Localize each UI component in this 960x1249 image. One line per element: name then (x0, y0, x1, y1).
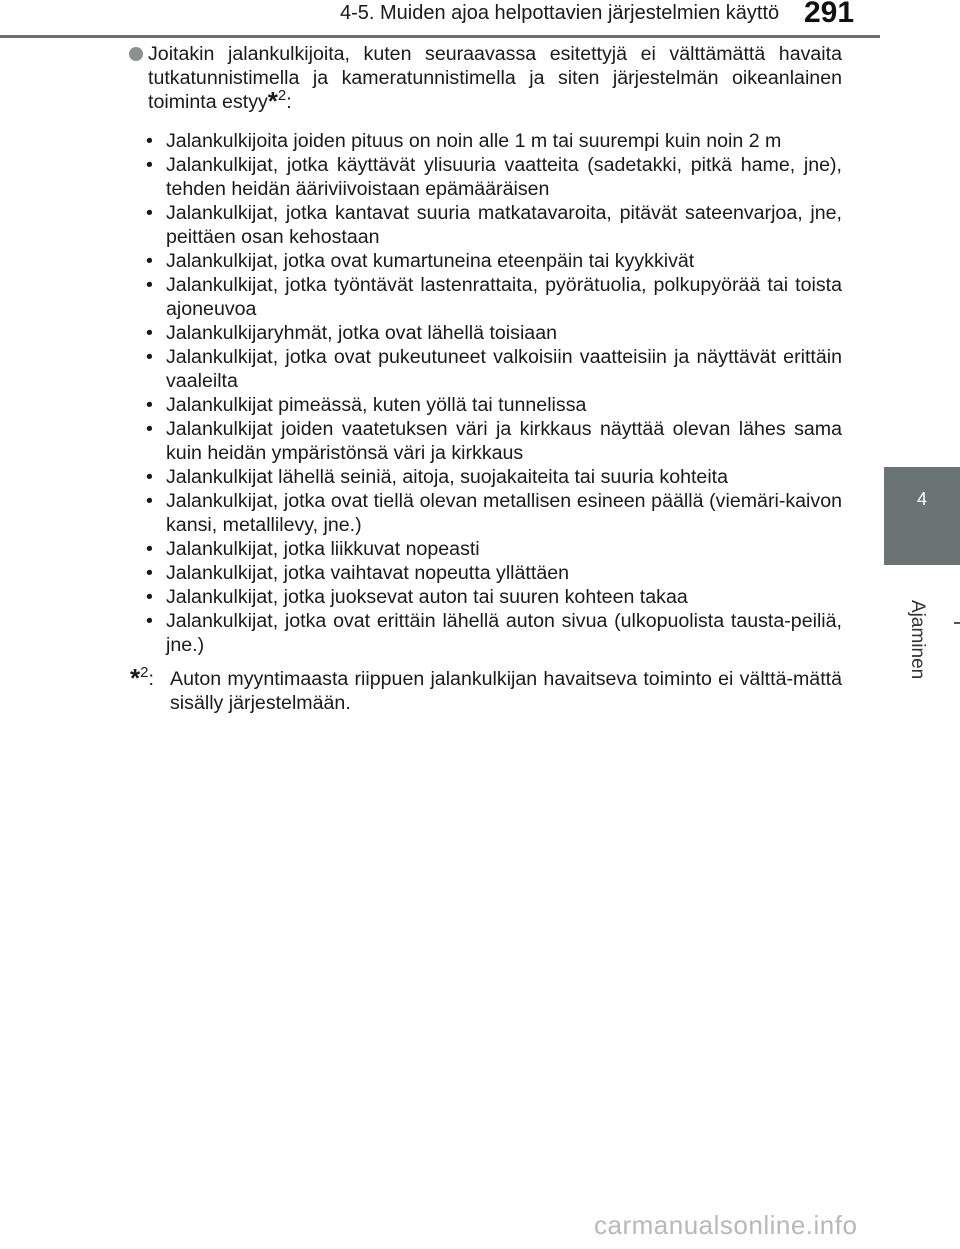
list-item: • Jalankulkijat, jotka ovat kumartuneina eteenpäin tai kyykkivät (130, 249, 842, 273)
header-divider (0, 35, 880, 38)
footnote-ref: 2 (277, 87, 287, 104)
main-content (130, 42, 842, 715)
list-item: • Jalankulkijoita joiden pituus on noin alle 1 m tai suurempi kuin noin 2 m (130, 129, 842, 153)
list-item: • Jalankulkijat, jotka vaihtavat nopeutta yllättäen (130, 561, 842, 585)
list-item: • Jalankulkijat, jotka kantavat suuria matkatavaroita, pitävät sateenvarjoa, jne, peittäen osan kehostaan (130, 201, 842, 249)
list-item: • Jalankulkijat joiden vaatetuksen väri ja kirkkaus näyttää olevan lähes sama kuin heidän ympäristönsä väri ja kirkkaus (130, 417, 842, 465)
side-tick-mark (954, 622, 960, 624)
list-item: • Jalankulkijat, jotka työntävät lastenrattaita, pyörätuolia, polkupyörää tai toista ajoneuvoa (130, 273, 842, 321)
chapter-label: Ajaminen (907, 600, 928, 680)
page-header-title: 4-5. Muiden ajoa helpottavien järjestelmien käyttö (340, 2, 780, 24)
list-item: • Jalankulkijat, jotka liikkuvat nopeasti (130, 537, 842, 561)
circle-bullet-icon (129, 47, 143, 61)
list-item: • Jalankulkijat pimeässä, kuten yöllä tai tunnelissa (130, 393, 842, 417)
lead-text: Joitakin jalankulkijoita, kuten seuraavassa esitettyjä ei välttämättä havaita tutkatunnistimella ja kameratunnistimella ja siten järjestelmän oikeanlainen toiminta estyy (148, 43, 842, 113)
list-item: • Jalankulkijat, jotka käyttävät ylisuuria vaatteita (sadetakki, pitkä hame, jne), tehden heidän ääriviivoistaan epämääräisen (130, 153, 842, 201)
asterisk-marker: * (267, 86, 278, 116)
list-item: • Jalankulkijat, jotka juoksevat auton tai suuren kohteen takaa (130, 585, 842, 609)
footnote-text: Auton myyntimaasta riippuen jalankulkijan havaitseva toiminto ei välttä-mättä sisälly järjestelmään. (170, 668, 842, 714)
lead-paragraph (130, 42, 842, 116)
chapter-tab-number: 4 (916, 489, 927, 509)
pedestrian-list (130, 129, 842, 657)
list-item: • Jalankulkijat lähellä seiniä, aitoja, suojakaiteita tai suuria kohteita (130, 465, 842, 489)
footnote-marker (130, 663, 154, 693)
footnote-asterisk: * (130, 663, 141, 693)
footnote (130, 663, 842, 715)
list-item: • Jalankulkijat, jotka ovat pukeutuneet valkoisiin vaatteisiin ja näyttävät erittäin vaaleilta (130, 345, 842, 393)
list-item: • Jalankulkijaryhmät, jotka ovat lähellä toisiaan (130, 321, 842, 345)
chapter-tab (884, 467, 960, 565)
list-item: • Jalankulkijat, jotka ovat erittäin lähellä auton sivua (ulkopuolista tausta-peiliä, jne.) (130, 609, 842, 657)
watermark-text[interactable]: carmanualsonline.info (594, 1210, 858, 1240)
list-item: • Jalankulkijat, jotka ovat tiellä olevan metallisen esineen päällä (viemäri-kaivon kansi, metallilevy, jne.) (130, 489, 842, 537)
footnote-number: 2 (140, 664, 149, 681)
page-number: 291 (804, 0, 855, 29)
lead-colon: : (286, 91, 292, 113)
footnote-colon: : (148, 668, 154, 690)
